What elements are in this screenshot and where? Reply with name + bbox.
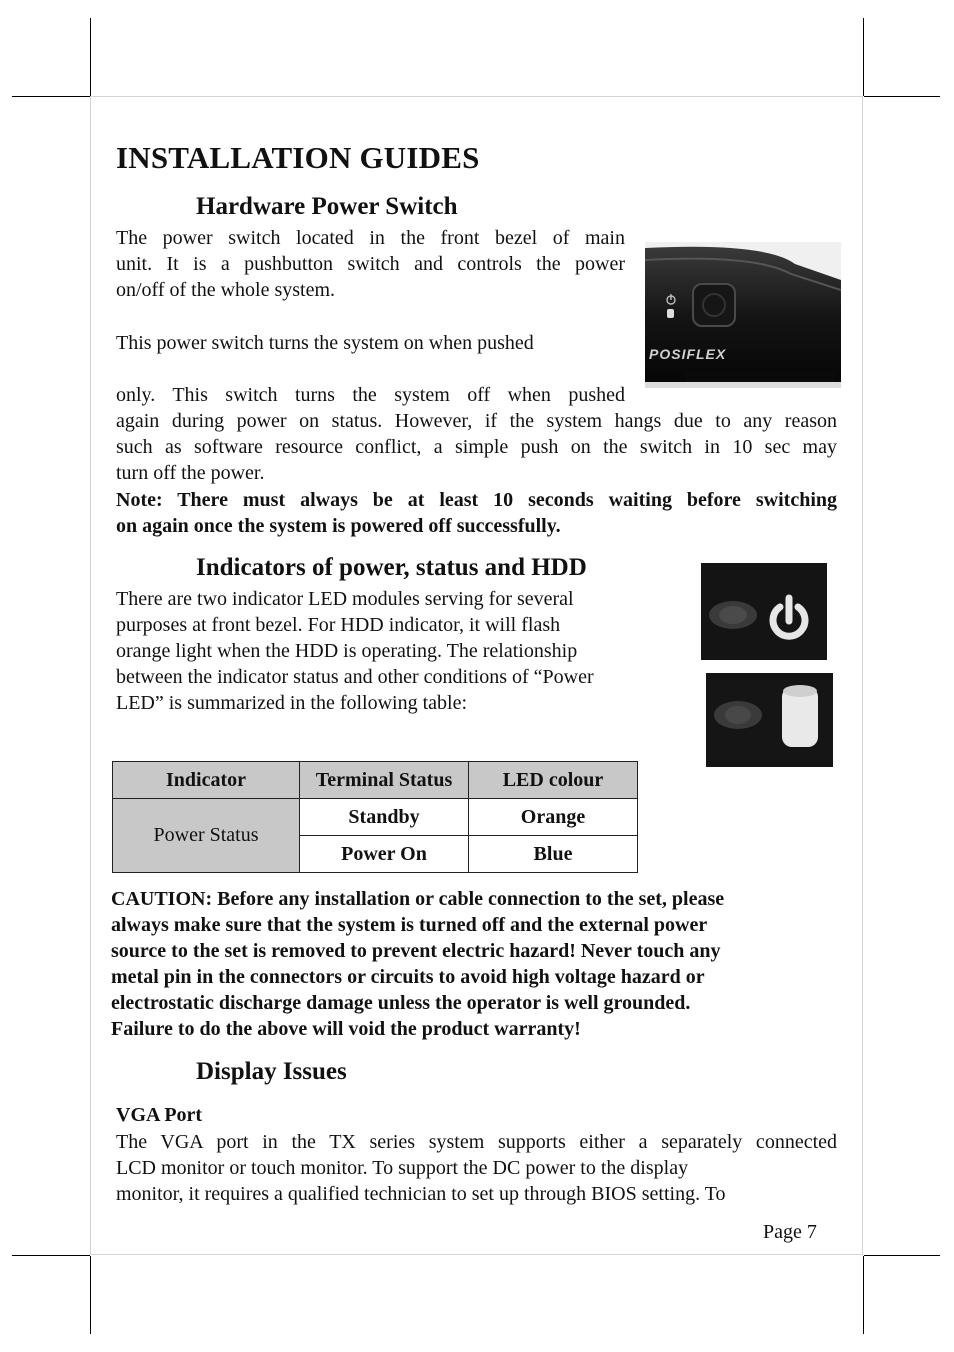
section-heading-display: Display Issues (196, 1058, 347, 1085)
section-heading-power-switch: Hardware Power Switch (196, 193, 458, 220)
page-title: INSTALLATION GUIDES (116, 140, 480, 175)
table-cell-colour: Blue (469, 836, 638, 873)
brand-logo: POSIFLEX (649, 346, 727, 362)
caution-line: source to the set is removed to prevent electric hazard! Never touch any (111, 940, 721, 962)
table-cell-colour: Orange (469, 799, 638, 836)
table-cell-indicator: Power Status (113, 799, 300, 873)
caution-line: metal pin in the connectors or circuits to avoid high voltage hazard or (111, 966, 705, 988)
text-line: monitor, it requires a qualified technician to set up through BIOS setting. To (116, 1183, 726, 1205)
text-line: turn off the power. (116, 462, 265, 484)
table-header-cell: Terminal Status (300, 762, 469, 799)
crop-mark (12, 96, 90, 97)
power-switch-paragraph-3-first: only. This switch turns the system off when pushed (116, 384, 625, 406)
note-line: Note: There must always be at least 10 seconds waiting before switching (116, 489, 837, 511)
power-switch-note (116, 487, 837, 539)
power-switch-paragraph-3 (116, 408, 837, 486)
table-row (113, 799, 638, 836)
crop-mark (864, 96, 940, 97)
vga-paragraph (116, 1129, 837, 1207)
table-header-cell: Indicator (113, 762, 300, 799)
crop-mark (90, 1256, 91, 1334)
caution-line: CAUTION: Before any installation or cable connection to the set, please (111, 888, 725, 910)
hdd-led-photo (706, 673, 833, 767)
text-line: The VGA port in the TX series system supports either a separately connected (116, 1131, 837, 1153)
text-line: orange light when the HDD is operating. The relationship (116, 640, 578, 662)
table-cell-status: Standby (300, 799, 469, 836)
text-line: between the indicator status and other conditions of “Power (116, 666, 594, 688)
power-switch-paragraph-2: This power switch turns the system on when pushed (116, 332, 534, 354)
subheading-vga-port: VGA Port (116, 1104, 203, 1126)
text-line: LED” is summarized in the following table: (116, 692, 468, 714)
text-line: unit. It is a pushbutton switch and controls the power (116, 253, 625, 275)
crop-mark (864, 1255, 940, 1256)
table-cell-status: Power On (300, 836, 469, 873)
caution-line: Failure to do the above will void the product warranty! (111, 1018, 581, 1040)
text-line: The power switch located in the front bezel of main (116, 227, 625, 249)
text-line: on/off of the whole system. (116, 279, 336, 301)
note-line: on again once the system is powered off successfully. (116, 515, 561, 537)
text-line: again during power on status. However, if the system hangs due to any reason (116, 410, 837, 432)
page-number: Page 7 (763, 1221, 817, 1243)
section-heading-indicators: Indicators of power, status and HDD (196, 554, 587, 581)
crop-mark (12, 1255, 90, 1256)
crop-mark (90, 18, 91, 96)
table-header-row (113, 762, 638, 799)
indicators-paragraph (116, 586, 676, 716)
device-illustration (645, 242, 841, 388)
table-header-cell: LED colour (469, 762, 638, 799)
caution-paragraph (111, 886, 851, 1042)
text-line: such as software resource conflict, a simple push on the switch in 10 sec may (116, 436, 837, 458)
power-switch-paragraph-1 (116, 225, 625, 303)
text-line: purposes at front bezel. For HDD indicator, it will flash (116, 614, 561, 636)
crop-mark (863, 1256, 864, 1334)
power-switch-photo (645, 242, 841, 388)
caution-line: electrostatic discharge damage unless the operator is well grounded. (111, 992, 691, 1014)
crop-mark (863, 18, 864, 96)
caution-line: always make sure that the system is turned off and the external power (111, 914, 708, 936)
text-line: LCD monitor or touch monitor. To support the DC power to the display (116, 1157, 689, 1179)
text-line: There are two indicator LED modules serving for several (116, 588, 574, 610)
power-led-photo (701, 563, 827, 660)
led-status-table (112, 761, 638, 873)
